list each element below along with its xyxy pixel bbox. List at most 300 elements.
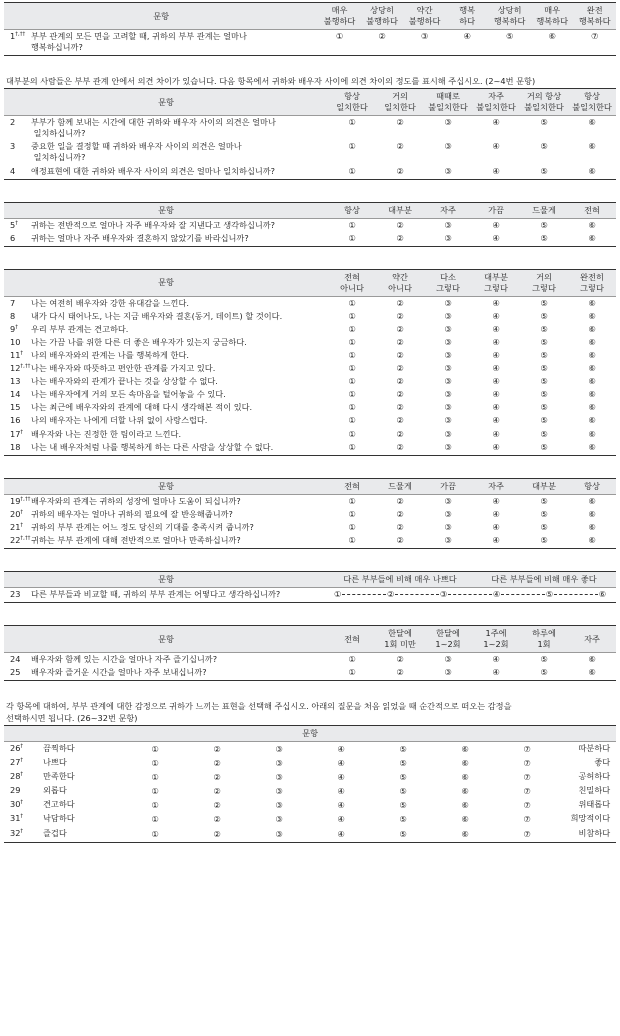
table-row — [4, 165, 616, 180]
option-2[interactable]: ② — [396, 654, 404, 665]
option-4[interactable]: ④ — [492, 654, 500, 665]
option-4[interactable]: ④ — [337, 800, 345, 811]
item-text: 다른 부부들과 비교할 때, 귀하의 부부 관계는 어떻다고 생각하십니까? — [29, 588, 328, 603]
option-header: 드물게 — [376, 478, 424, 494]
item-number: 29 — [10, 785, 21, 796]
item-text: 배우자와 즐거운 시간을 얼마나 자주 보내십니까? — [29, 666, 328, 681]
option-2[interactable]: ② — [213, 814, 221, 825]
item-number: 27† — [10, 757, 24, 768]
option-2[interactable]: ② — [396, 310, 404, 321]
option-5[interactable]: ⑤ — [399, 758, 407, 769]
right-anchor: 비참하다 — [558, 827, 616, 843]
left-anchor: 외롭다 — [43, 785, 67, 796]
option-7[interactable]: ⑦ — [523, 744, 531, 755]
option-5[interactable]: ⑤ — [540, 310, 548, 321]
item-number: 22†,†† — [4, 534, 29, 549]
option-header: 매우 불행하다 — [318, 3, 361, 30]
item-text: 나는 최근에 배우자와의 관계에 대해 다시 생각해본 적이 있다. — [31, 402, 253, 413]
table-row — [4, 401, 616, 414]
left-anchor: 즐겁다 — [29, 827, 124, 843]
option-1[interactable]: ① — [348, 402, 356, 413]
option-header: 1주에 1~2회 — [472, 626, 520, 653]
option-1[interactable]: ① — [348, 415, 356, 426]
item-number: 30† — [10, 799, 24, 810]
option-4[interactable]: ④ — [492, 415, 500, 426]
option-5[interactable]: ⑤ — [399, 800, 407, 811]
option-5[interactable]: ⑤ — [399, 772, 407, 783]
option-6[interactable]: ⑥ — [588, 654, 596, 665]
option-header: 항상 — [328, 202, 376, 218]
option-3[interactable]: ③ — [275, 800, 283, 811]
option-6[interactable]: ⑥ — [588, 376, 596, 387]
option-4[interactable]: ④ — [492, 428, 500, 439]
option-1[interactable]: ① — [328, 666, 376, 681]
item-number: 21† — [10, 521, 24, 532]
left-anchor: 만족한다 — [43, 771, 75, 782]
option-5[interactable]: ⑤ — [540, 297, 548, 308]
item-number: 12†,†† — [10, 363, 31, 374]
option-4[interactable]: ④ — [337, 786, 345, 797]
option-3[interactable]: ③ — [444, 415, 452, 426]
item-text: 나는 배우자와 따뜻하고 편안한 관계를 가지고 있다. — [31, 363, 216, 374]
item-text: 나의 배우자와의 관계는 나를 행복하게 한다. — [31, 350, 189, 361]
option-6[interactable]: ⑥ — [588, 337, 596, 348]
option-5[interactable]: ⑤ — [540, 324, 548, 335]
option-1[interactable]: ① — [348, 428, 356, 439]
option-header: 대부분 — [376, 202, 424, 218]
option-3[interactable]: ③ — [403, 30, 446, 56]
item-number: 15 — [10, 402, 21, 413]
option-5[interactable]: ⑤ — [540, 376, 548, 387]
item-number: 20† — [10, 508, 24, 519]
item-text: 배우자와 나는 진정한 한 팀이라고 느낀다. — [31, 428, 182, 439]
option-2[interactable]: ② — [396, 521, 404, 532]
option-1[interactable]: ① — [348, 310, 356, 321]
item-text: 부부 관계의 모든 면을 고려할 때, 귀하의 부부 관계는 얼마나 행복하십니까? — [29, 30, 318, 56]
option-4[interactable]: ④ — [492, 508, 500, 519]
option-4[interactable]: ④ — [492, 495, 500, 506]
option-6[interactable]: ⑥ — [588, 141, 596, 152]
option-6[interactable]: ⑥ — [461, 800, 469, 811]
option-4[interactable]: ④ — [337, 814, 345, 825]
option-header: 자주 — [472, 478, 520, 494]
option-6[interactable]: ⑥ — [588, 310, 596, 321]
option-6[interactable]: ⑥ — [588, 219, 596, 230]
option-2[interactable]: ② — [376, 534, 424, 549]
option-header: 전혀 아니다 — [328, 269, 376, 296]
table-row — [4, 414, 616, 427]
option-2[interactable]: ② — [213, 744, 221, 755]
option-6[interactable]: ⑥ — [588, 428, 596, 439]
option-1[interactable]: ① — [348, 337, 356, 348]
item-number: 19†,†† — [10, 495, 31, 506]
option-4[interactable]: ④ — [337, 758, 345, 769]
section-1-table — [4, 2, 616, 56]
section-2-instructions: 대부분의 사람들은 부부 관계 안에서 의견 차이가 있습니다. 다음 항목에서 귀하와 배우자 사이에 의견 차이의 정도를 표시해 주십시오. (2~4번 문항) — [6, 76, 536, 87]
option-7[interactable]: ⑦ — [523, 814, 531, 825]
option-1[interactable]: ① — [348, 654, 356, 665]
option-3[interactable]: ③ — [275, 744, 283, 755]
option-header: 항상 일치한다 — [328, 89, 376, 116]
option-6[interactable]: ⑥ — [588, 508, 596, 519]
option-4[interactable]: ④ — [492, 297, 500, 308]
item-text: 귀하는 얼마나 자주 배우자와 결혼하지 않았기를 바라십니까? — [29, 232, 328, 247]
option-6[interactable]: ⑥ — [568, 534, 616, 549]
option-5[interactable]: ⑤ — [540, 337, 548, 348]
option-3[interactable]: ③ — [444, 389, 452, 400]
table-row — [4, 812, 616, 826]
option-5[interactable]: ⑤ — [540, 350, 548, 361]
option-5[interactable]: ⑤ — [540, 219, 548, 230]
item-number: 28† — [10, 771, 24, 782]
option-5[interactable]: ⑤ — [540, 389, 548, 400]
option-1[interactable]: ① — [151, 814, 159, 825]
option-6[interactable]: ⑥ — [461, 772, 469, 783]
option-7[interactable]: ⑦ — [496, 827, 558, 843]
option-2[interactable]: ② — [396, 508, 404, 519]
option-1[interactable]: ① — [328, 534, 376, 549]
option-2[interactable]: ② — [396, 428, 404, 439]
option-5[interactable]: ⑤ — [399, 786, 407, 797]
option-2[interactable]: ② — [396, 350, 404, 361]
option-5[interactable]: ⑤ — [540, 508, 548, 519]
item-text: 나는 배우자와의 관계가 끝나는 것을 상상할 수 없다. — [31, 376, 218, 387]
option-3[interactable]: ③ — [444, 324, 452, 335]
option-2[interactable]: ② — [396, 415, 404, 426]
option-6[interactable]: ⑥ — [568, 666, 616, 681]
option-7[interactable]: ⑦ — [573, 30, 616, 56]
table-row — [4, 827, 616, 843]
option-4[interactable]: ④ — [472, 441, 520, 456]
table-row — [4, 140, 616, 164]
item-text: 귀하의 부부 관계는 어느 정도 당신의 기대를 충족시켜 줍니까? — [31, 521, 254, 532]
option-6[interactable]: ⑥ — [531, 30, 574, 56]
option-6[interactable]: ⑥ — [588, 350, 596, 361]
option-3[interactable]: ③ — [275, 772, 283, 783]
section-6-table — [4, 571, 616, 603]
table-row — [4, 336, 616, 349]
option-header: 자주 — [568, 626, 616, 653]
option-3[interactable]: ③ — [444, 363, 452, 374]
option-4[interactable]: ④ — [492, 310, 500, 321]
option-4[interactable]: ④ — [492, 521, 500, 532]
option-4[interactable]: ④ — [492, 389, 500, 400]
option-2[interactable]: ② — [396, 297, 404, 308]
option-4[interactable]: ④ — [472, 232, 520, 247]
option-3[interactable]: ③ — [444, 376, 452, 387]
option-2[interactable]: ② — [396, 219, 404, 230]
item-text: 나는 내 배우자처럼 나를 행복하게 하는 다른 사람을 상상할 수 없다. — [29, 441, 328, 456]
option-3[interactable]: ③ — [275, 814, 283, 825]
item-number: 26† — [10, 743, 24, 754]
option-4[interactable]: ④ — [492, 376, 500, 387]
option-6[interactable]: ⑥ — [598, 589, 607, 600]
option-6[interactable]: ⑥ — [588, 363, 596, 374]
left-anchor: 낙담하다 — [43, 813, 75, 824]
option-header: 하루에 1회 — [520, 626, 568, 653]
table-row — [4, 218, 616, 232]
option-3[interactable]: ③ — [424, 441, 472, 456]
option-5[interactable]: ⑤ — [540, 363, 548, 374]
option-7[interactable]: ⑦ — [523, 772, 531, 783]
item-text: 나는 여전히 배우자와 강한 유대감을 느낀다. — [31, 297, 189, 308]
column-header-item: 문항 — [4, 626, 328, 653]
right-anchor: 공허하다 — [578, 771, 611, 782]
option-5[interactable]: ⑤ — [520, 534, 568, 549]
option-6[interactable]: ⑥ — [588, 415, 596, 426]
section-3-table — [4, 202, 616, 247]
option-1[interactable]: ① — [318, 30, 361, 56]
item-text: 나는 가끔 나를 위한 다른 더 좋은 배우자가 있는지 궁금하다. — [31, 337, 247, 348]
option-2[interactable]: ② — [396, 376, 404, 387]
option-5[interactable]: ⑤ — [540, 117, 548, 128]
option-4[interactable]: ④ — [472, 666, 520, 681]
column-header-item: 문항 — [4, 3, 318, 30]
option-4[interactable]: ④ — [492, 117, 500, 128]
option-5[interactable]: ⑤ — [540, 654, 548, 665]
option-1[interactable]: ① — [348, 363, 356, 374]
option-2[interactable]: ② — [396, 324, 404, 335]
option-header: 다소 그렇다 — [424, 269, 472, 296]
option-3[interactable]: ③ — [444, 495, 452, 506]
option-1[interactable]: ① — [348, 141, 356, 152]
option-2[interactable]: ② — [376, 165, 424, 180]
option-3[interactable]: ③ — [444, 508, 452, 519]
table-row — [4, 375, 616, 388]
option-header: 자주 불일치한다 — [472, 89, 520, 116]
item-text: 부부가 함께 보내는 시간에 대한 귀하와 배우자 사이의 의견은 얼마나 일치하십니까? — [31, 117, 276, 139]
option-5[interactable]: ⑤ — [520, 165, 568, 180]
item-text: 귀하는 전반적으로 얼마나 자주 배우자와 잘 지낸다고 생각하십니까? — [31, 219, 276, 230]
option-3[interactable]: ③ — [444, 141, 452, 152]
table-row — [4, 494, 616, 508]
option-2[interactable]: ② — [396, 495, 404, 506]
option-5[interactable]: ⑤ — [540, 428, 548, 439]
option-1[interactable]: ① — [348, 117, 356, 128]
option-5[interactable]: ⑤ — [399, 744, 407, 755]
right-anchor: 친밀하다 — [578, 785, 611, 796]
item-number: 14 — [10, 389, 21, 400]
item-number: 6 — [4, 232, 29, 247]
option-2[interactable]: ② — [396, 141, 404, 152]
column-header-item: 문항 — [4, 89, 328, 116]
option-5[interactable]: ⑤ — [545, 589, 554, 600]
option-3[interactable]: ③ — [424, 165, 472, 180]
option-header: 상당히 행복하다 — [488, 3, 531, 30]
section-8-instructions: 각 항목에 대하여, 부부 관계에 대한 감정으로 귀하가 느끼는 표현을 선택해 주십시오. 아래의 질문을 처음 읽었을 때 순간적으로 떠오는 감정을 선택하시면 됩니다. (26~32번 문항) — [6, 701, 512, 724]
option-3[interactable]: ③ — [444, 428, 452, 439]
option-3[interactable]: ③ — [444, 117, 452, 128]
item-number: 16 — [10, 415, 21, 426]
table-row — [4, 323, 616, 336]
option-3[interactable]: ③ — [444, 337, 452, 348]
option-6[interactable]: ⑥ — [588, 495, 596, 506]
option-3[interactable]: ③ — [444, 521, 452, 532]
option-1[interactable]: ① — [151, 758, 159, 769]
option-header: 드물게 — [520, 202, 568, 218]
option-4[interactable]: ④ — [446, 30, 489, 56]
option-header: 전혀 — [328, 478, 376, 494]
option-6[interactable]: ⑥ — [588, 117, 596, 128]
option-2[interactable]: ② — [213, 800, 221, 811]
option-4[interactable]: ④ — [337, 744, 345, 755]
option-1[interactable]: ① — [348, 495, 356, 506]
option-2[interactable]: ② — [396, 117, 404, 128]
option-1[interactable]: ① — [328, 232, 376, 247]
option-1[interactable]: ① — [348, 521, 356, 532]
option-2[interactable]: ② — [396, 337, 404, 348]
option-2[interactable]: ② — [376, 666, 424, 681]
item-text: 귀하의 배우자는 얼마나 귀하의 필요에 잘 반응해줍니까? — [31, 508, 233, 519]
option-4[interactable]: ④ — [492, 219, 500, 230]
option-5[interactable]: ⑤ — [372, 827, 434, 843]
item-number: 25 — [4, 666, 29, 681]
option-2[interactable]: ② — [396, 389, 404, 400]
option-1[interactable]: ① — [328, 441, 376, 456]
option-5[interactable]: ⑤ — [399, 814, 407, 825]
column-header-item: 문항 — [4, 202, 328, 218]
option-header: 거의 항상 불일치한다 — [520, 89, 568, 116]
option-1[interactable]: ① — [151, 786, 159, 797]
item-number: 32† — [4, 827, 29, 843]
option-2[interactable]: ② — [213, 772, 221, 783]
item-text: 우리 부부 관계는 견고하다. — [31, 324, 129, 335]
option-6[interactable]: ⑥ — [461, 786, 469, 797]
option-6[interactable]: ⑥ — [568, 441, 616, 456]
option-3[interactable]: ③ — [275, 758, 283, 769]
option-3[interactable]: ③ — [439, 589, 448, 600]
option-3[interactable]: ③ — [444, 219, 452, 230]
option-6[interactable]: ⑥ — [588, 402, 596, 413]
option-1[interactable]: ① — [348, 350, 356, 361]
option-6[interactable]: ⑥ — [461, 814, 469, 825]
option-1[interactable]: ① — [348, 508, 356, 519]
option-4[interactable]: ④ — [492, 141, 500, 152]
option-5[interactable]: ⑤ — [540, 495, 548, 506]
table-row — [4, 441, 616, 456]
option-header: 행복 하다 — [446, 3, 489, 30]
option-1[interactable]: ① — [348, 219, 356, 230]
option-2[interactable]: ② — [186, 827, 248, 843]
option-4[interactable]: ④ — [472, 534, 520, 549]
right-anchor: 따분하다 — [578, 743, 611, 754]
option-6[interactable]: ⑥ — [461, 758, 469, 769]
option-4[interactable]: ④ — [310, 827, 372, 843]
option-7[interactable]: ⑦ — [523, 786, 531, 797]
option-6[interactable]: ⑥ — [434, 827, 496, 843]
option-header: 한달에 1~2회 — [424, 626, 472, 653]
option-6[interactable]: ⑥ — [588, 521, 596, 532]
option-4[interactable]: ④ — [492, 402, 500, 413]
option-2[interactable]: ② — [376, 441, 424, 456]
option-3[interactable]: ③ — [444, 297, 452, 308]
table-row — [4, 296, 616, 310]
item-text: 배우자와의 관계는 귀하의 성장에 얼마나 도움이 되십니까? — [31, 495, 241, 506]
option-header: 대부분 — [520, 478, 568, 494]
option-5[interactable]: ⑤ — [520, 441, 568, 456]
option-1[interactable]: ① — [151, 744, 159, 755]
option-6[interactable]: ⑥ — [588, 297, 596, 308]
option-2[interactable]: ② — [396, 402, 404, 413]
option-5[interactable]: ⑤ — [540, 415, 548, 426]
table-row — [4, 770, 616, 784]
option-3[interactable]: ③ — [444, 654, 452, 665]
option-4[interactable]: ④ — [492, 589, 501, 600]
option-4[interactable]: ④ — [492, 337, 500, 348]
option-1[interactable]: ① — [348, 297, 356, 308]
option-6[interactable]: ⑥ — [568, 165, 616, 180]
option-1[interactable]: ① — [348, 389, 356, 400]
option-3[interactable]: ③ — [424, 232, 472, 247]
option-1[interactable]: ① — [151, 800, 159, 811]
option-5[interactable]: ⑤ — [540, 402, 548, 413]
item-text: 내가 다시 태어나도, 나는 지금 배우자와 결혼(동거, 데이트) 할 것이다. — [31, 310, 283, 321]
item-number: 11† — [10, 350, 24, 361]
option-3[interactable]: ③ — [444, 402, 452, 413]
option-6[interactable]: ⑥ — [461, 744, 469, 755]
section-8-table — [4, 725, 616, 843]
right-anchor: 위태롭다 — [578, 799, 611, 810]
option-3[interactable]: ③ — [275, 786, 283, 797]
option-header: 항상 — [568, 478, 616, 494]
option-2[interactable]: ② — [376, 232, 424, 247]
option-1[interactable]: ① — [348, 376, 356, 387]
option-2[interactable]: ② — [361, 30, 404, 56]
item-text: 중요한 일을 결정할 때 귀하와 배우자 사이의 의견은 얼마나 일치하십니까? — [31, 141, 242, 163]
item-number: 24 — [10, 654, 21, 665]
item-text: 귀하는 부부 관계에 대해 전반적으로 얼마나 만족하십니까? — [29, 534, 328, 549]
option-1[interactable]: ① — [348, 324, 356, 335]
option-4[interactable]: ④ — [472, 165, 520, 180]
table-row — [4, 742, 616, 757]
option-header: 약간 아니다 — [376, 269, 424, 296]
option-1[interactable]: ① — [151, 772, 159, 783]
option-5[interactable]: ⑤ — [520, 232, 568, 247]
option-2[interactable]: ② — [213, 758, 221, 769]
option-5[interactable]: ⑤ — [540, 521, 548, 532]
option-5[interactable]: ⑤ — [540, 141, 548, 152]
option-2[interactable]: ② — [386, 589, 395, 600]
option-7[interactable]: ⑦ — [523, 800, 531, 811]
option-7[interactable]: ⑦ — [523, 758, 531, 769]
option-4[interactable]: ④ — [337, 772, 345, 783]
table-row — [4, 388, 616, 401]
option-5[interactable]: ⑤ — [488, 30, 531, 56]
option-4[interactable]: ④ — [492, 350, 500, 361]
option-1[interactable]: ① — [124, 827, 186, 843]
option-6[interactable]: ⑥ — [588, 389, 596, 400]
option-1[interactable]: ① — [328, 165, 376, 180]
option-3[interactable]: ③ — [444, 350, 452, 361]
option-3[interactable]: ③ — [424, 666, 472, 681]
option-1[interactable]: ① — [334, 589, 342, 600]
option-header: 거의 일치한다 — [376, 89, 424, 116]
item-number: 17† — [10, 428, 24, 439]
item-number: 8 — [10, 310, 16, 321]
option-3[interactable]: ③ — [248, 827, 310, 843]
option-4[interactable]: ④ — [492, 324, 500, 335]
option-5[interactable]: ⑤ — [520, 666, 568, 681]
option-3[interactable]: ③ — [444, 310, 452, 321]
option-6[interactable]: ⑥ — [568, 232, 616, 247]
option-4[interactable]: ④ — [492, 363, 500, 374]
option-6[interactable]: ⑥ — [588, 324, 596, 335]
option-2[interactable]: ② — [213, 786, 221, 797]
option-2[interactable]: ② — [396, 363, 404, 374]
table-row — [4, 798, 616, 812]
table-row — [4, 362, 616, 375]
option-3[interactable]: ③ — [424, 534, 472, 549]
